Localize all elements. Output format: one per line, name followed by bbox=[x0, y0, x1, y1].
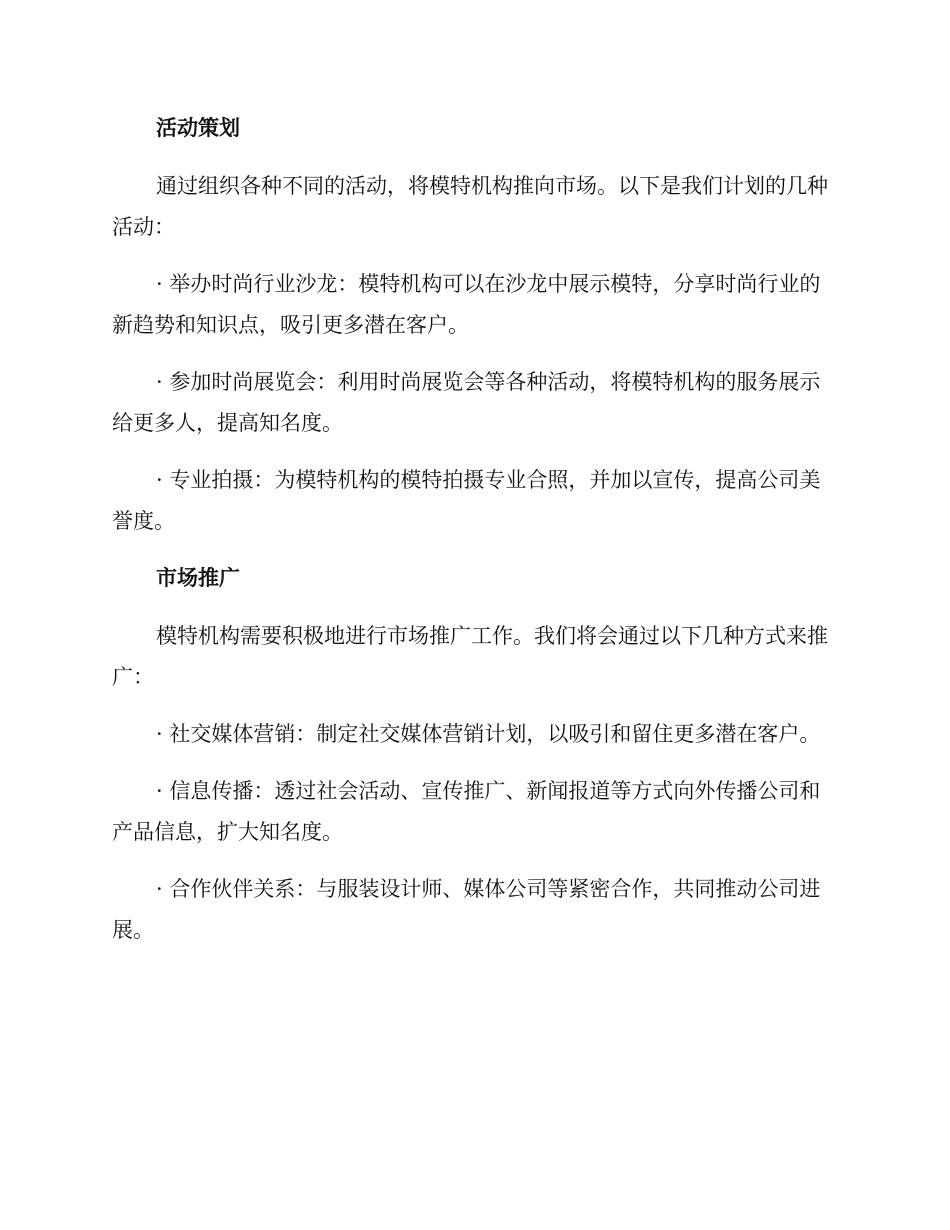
bullet-item: · 合作伙伴关系：与服装设计师、媒体公司等紧密合作，共同推动公司进展。 bbox=[112, 877, 821, 942]
bullet-item: · 社交媒体营销：制定社交媒体营销计划，以吸引和留住更多潜在客户。 bbox=[156, 722, 821, 746]
bullet-item: · 信息传播：透过社会活动、宣传推广、新闻报道等方式向外传播公司和产品信息，扩大知名度。 bbox=[112, 779, 821, 844]
section-heading-activity-planning: 活动策划 bbox=[156, 116, 240, 140]
bullet-item: · 参加时尚展览会：利用时尚展览会等各种活动，将模特机构的服务展示给更多人，提高知名度。 bbox=[112, 370, 821, 435]
section-intro-activity-planning: 通过组织各种不同的活动，将模特机构推向市场。以下是我们计划的几种活动： bbox=[112, 174, 828, 239]
section-heading-market-promotion: 市场推广 bbox=[156, 566, 240, 590]
bullet-item: · 专业拍摄：为模特机构的模特拍摄专业合照，并加以宣传，提高公司美誉度。 bbox=[112, 468, 821, 533]
document-body bbox=[112, 108, 828, 967]
section-intro-market-promotion: 模特机构需要积极地进行市场推广工作。我们将会通过以下几种方式来推广： bbox=[112, 624, 828, 689]
bullet-item: · 举办时尚行业沙龙：模特机构可以在沙龙中展示模特，分享时尚行业的新趋势和知识点，吸引更多潜在客户。 bbox=[112, 272, 821, 337]
